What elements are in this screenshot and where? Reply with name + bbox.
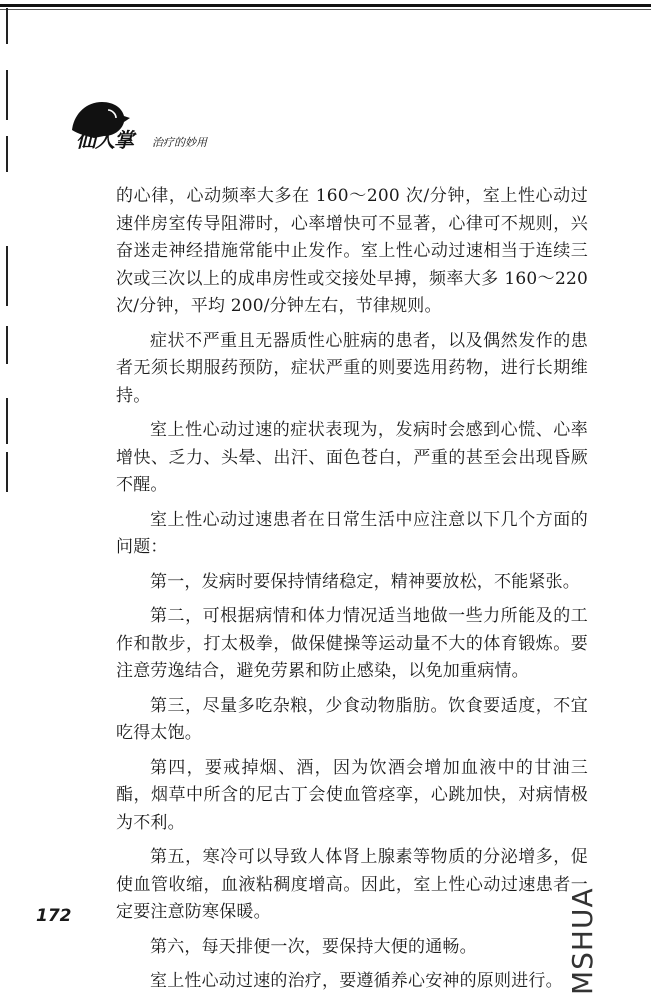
paragraph: 症状不严重且无器质性心脏病的患者，以及偶然发作的患者无须长期服药预防，症状严重的则要选用药物，进行长期维持。 bbox=[116, 330, 588, 406]
book-title: 仙人掌 bbox=[76, 128, 133, 152]
paragraph: 室上性心动过速患者在日常生活中应注意以下几个方面的问题： bbox=[116, 509, 588, 557]
scan-edge-mark bbox=[6, 246, 8, 306]
book-subtitle: 治疗的妙用 bbox=[152, 136, 207, 149]
paragraph: 的心律，心动频率大多在 160～200 次/分钟，室上性心动过速伴房室传导阻滞时，心率增快可不显著，心律可不规则，兴奋迷走神经措施常能中止发作。室上性心动过速相当于连续三次或三次以上的成串房性或交接处早搏，频率大多 160～220 次/分钟，平均 200/分钟左右，节律规则。 bbox=[116, 186, 588, 316]
scan-edge-mark bbox=[6, 70, 8, 120]
scan-edge-mark bbox=[6, 326, 8, 364]
paragraph: 第三，尽量多吃杂粮，少食动物脂肪。饮食要适度，不宜吃得太饱。 bbox=[116, 695, 588, 743]
body-text bbox=[116, 183, 588, 996]
scan-edge-mark bbox=[6, 452, 8, 492]
paragraph: 第二，可根据病情和体力情况适当地做一些力所能及的工作和散步，打太极拳，做保健操等运动量不大的体育锻炼。要注意劳逸结合，避免劳累和防止感染，以免加重病情。 bbox=[116, 606, 588, 681]
paragraph: 第六，每天排便一次，要保持大便的通畅。 bbox=[150, 936, 477, 957]
paragraph: 第四，要戒掉烟、酒，因为饮酒会增加血液中的甘油三酯，烟草中所含的尼古丁会使血管痉挛，心跳加快，对病情极为不利。 bbox=[116, 757, 588, 833]
watermark: MSHUA bbox=[566, 887, 599, 995]
top-border-rule-thin bbox=[0, 9, 651, 10]
page-number: 172 bbox=[36, 906, 72, 926]
scan-edge-mark bbox=[6, 398, 8, 444]
paragraph: 室上性心动过速的治疗，要遵循养心安神的原则进行。 bbox=[150, 971, 563, 991]
paragraph: 第一，发病时要保持情绪稳定，精神要放松，不能紧张。 bbox=[150, 571, 580, 592]
running-header bbox=[40, 96, 280, 162]
paragraph: 第五，寒冷可以导致人体肾上腺素等物质的分泌增多，促使血管收缩，血液粘稠度增高。因此，室上性心动过速患者一定要注意防寒保暖。 bbox=[116, 847, 588, 922]
paragraph: 室上性心动过速的症状表现为，发病时会感到心慌、心率增快、乏力、头晕、出汗、面色苍白，严重的甚至会出现昏厥不醒。 bbox=[116, 420, 588, 495]
top-border-rule bbox=[0, 4, 651, 7]
scan-edge-mark bbox=[6, 136, 8, 172]
scan-edge-mark bbox=[6, 8, 8, 44]
